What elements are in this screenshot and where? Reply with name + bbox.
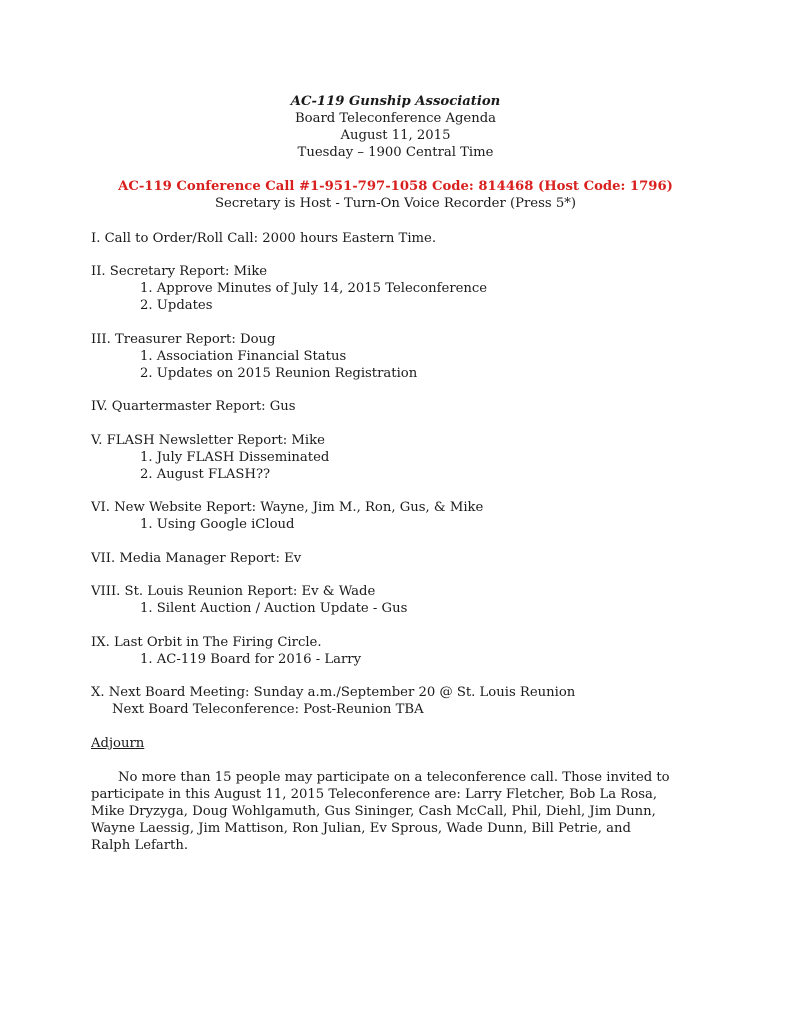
agenda-item-10: X. Next Board Meeting: Sunday a.m./September 20 @ St. Louis Reunion bbox=[91, 685, 576, 700]
agenda-item-6: VI. New Website Report: Wayne, Jim M., Ron, Gus, & Mike bbox=[91, 500, 484, 515]
closing-paragraph-line: No more than 15 people may participate on a teleconference call. Those invited to bbox=[118, 770, 670, 785]
closing-paragraph-line: participate in this August 11, 2015 Teleconference are: Larry Fletcher, Bob La Rosa, bbox=[91, 787, 658, 802]
agenda-subitem: 1. Approve Minutes of July 14, 2015 Teleconference bbox=[140, 281, 488, 296]
agenda-item-5: V. FLASH Newsletter Report: Mike bbox=[91, 433, 325, 448]
agenda-subitem: 1. Using Google iCloud bbox=[140, 517, 295, 532]
agenda-subitem: 2. August FLASH?? bbox=[140, 467, 271, 482]
meeting-time: Tuesday – 1900 Central Time bbox=[297, 145, 494, 160]
agenda-subitem: 2. Updates bbox=[140, 298, 213, 313]
agenda-subitem: 1. Association Financial Status bbox=[140, 349, 347, 364]
host-note: Secretary is Host - Turn-On Voice Recorder (Press 5*) bbox=[215, 196, 576, 211]
agenda-title: Board Teleconference Agenda bbox=[294, 111, 497, 126]
agenda-subitem: 1. AC-119 Board for 2016 - Larry bbox=[140, 652, 362, 667]
agenda-item-1: I. Call to Order/Roll Call: 2000 hours Eastern Time. bbox=[91, 231, 437, 246]
next-teleconference: Next Board Teleconference: Post-Reunion TBA bbox=[112, 702, 424, 717]
agenda-item-2: II. Secretary Report: Mike bbox=[91, 264, 268, 279]
org-title: AC-119 Gunship Association bbox=[290, 94, 501, 109]
agenda-subitem: 1. Silent Auction / Auction Update - Gus bbox=[140, 601, 408, 616]
closing-paragraph-line: Ralph Lefarth. bbox=[91, 838, 189, 853]
agenda-item-7: VII. Media Manager Report: Ev bbox=[91, 551, 302, 566]
agenda-item-4: IV. Quartermaster Report: Gus bbox=[91, 399, 296, 414]
closing-paragraph-line: Wayne Laessig, Jim Mattison, Ron Julian, Ev Sprous, Wade Dunn, Bill Petrie, and bbox=[91, 821, 631, 836]
agenda-item-9: IX. Last Orbit in The Firing Circle. bbox=[91, 635, 322, 650]
agenda-item-3: III. Treasurer Report: Doug bbox=[91, 332, 276, 347]
agenda-subitem: 2. Updates on 2015 Reunion Registration bbox=[140, 366, 418, 381]
agenda-item-8: VIII. St. Louis Reunion Report: Ev & Wade bbox=[91, 584, 376, 599]
conference-call-info: AC-119 Conference Call #1-951-797-1058 Code: 814468 (Host Code: 1796) bbox=[118, 179, 673, 194]
adjourn-heading: Adjourn bbox=[91, 736, 145, 751]
agenda-subitem: 1. July FLASH Disseminated bbox=[140, 450, 330, 465]
meeting-date: August 11, 2015 bbox=[340, 128, 451, 143]
closing-paragraph-line: Mike Dryzyga, Doug Wohlgamuth, Gus Sininger, Cash McCall, Phil, Diehl, Jim Dunn, bbox=[91, 804, 656, 819]
